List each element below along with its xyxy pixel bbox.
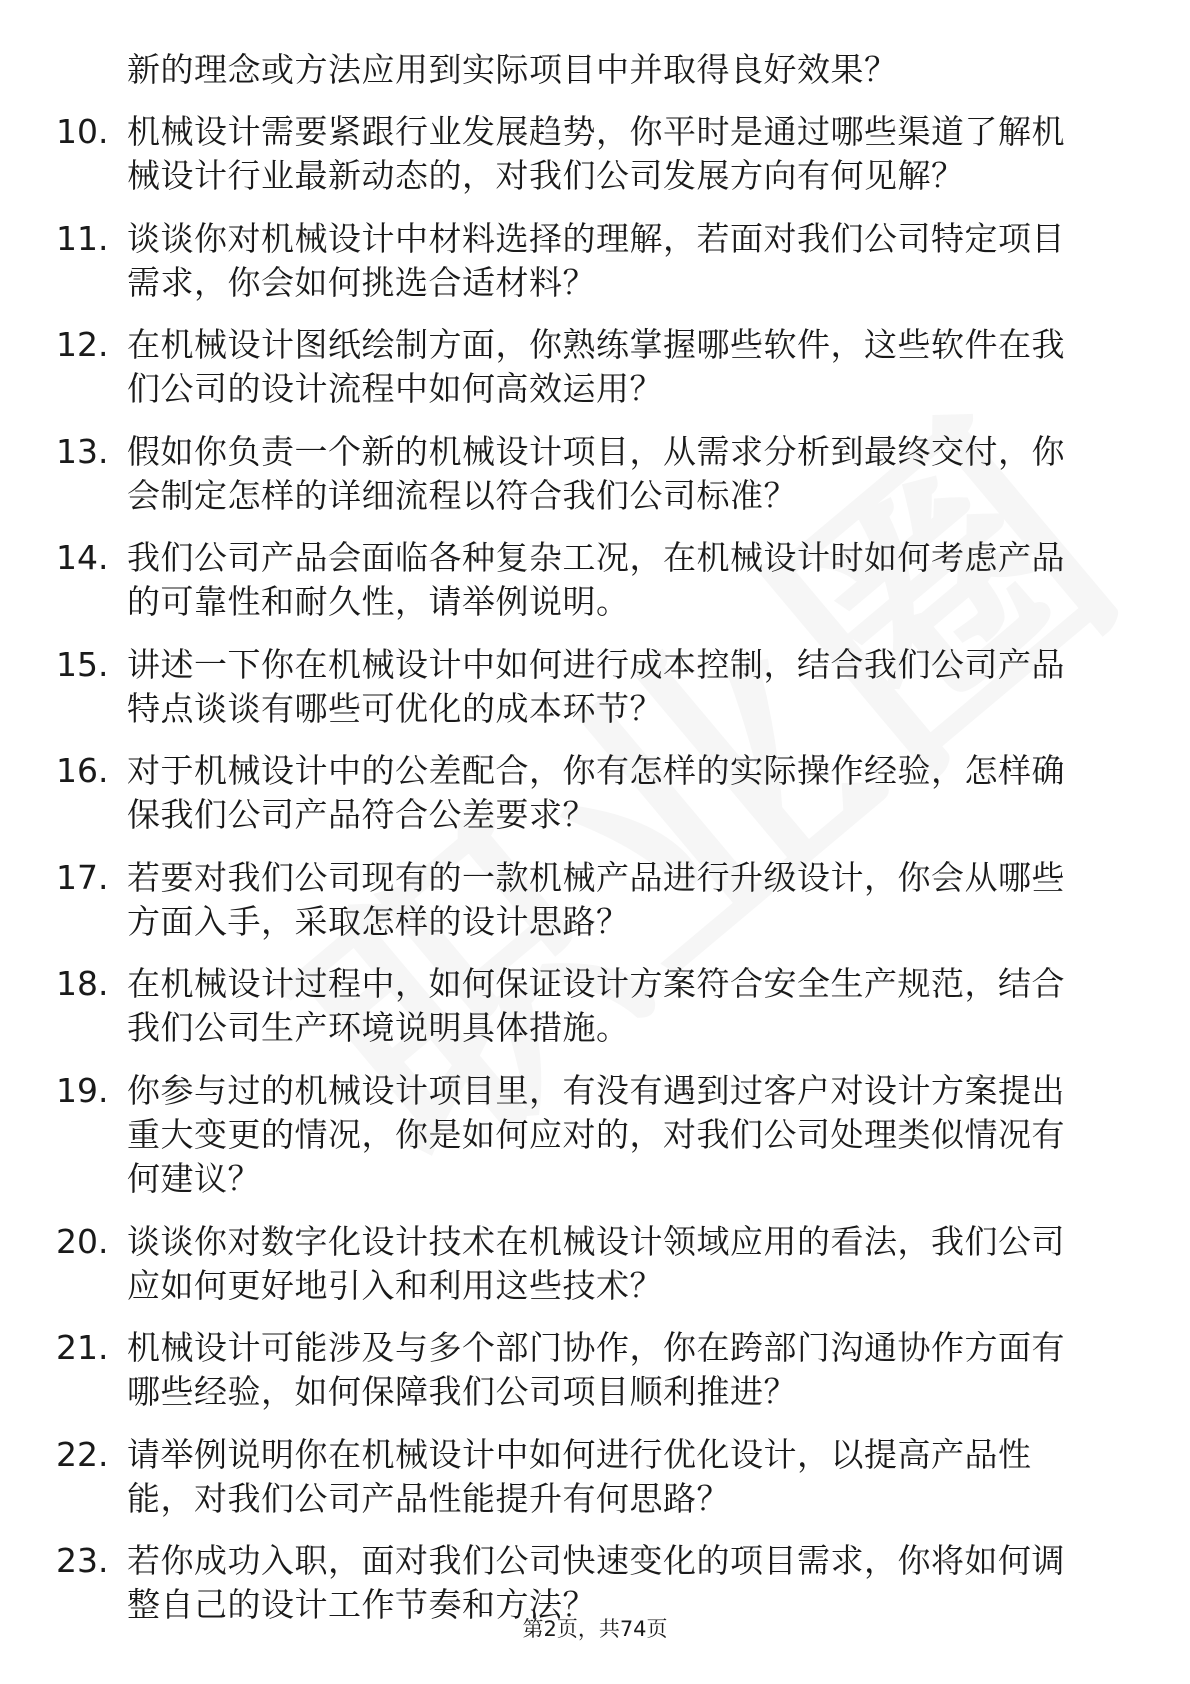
question-line: 讲述一下你在机械设计中如何进行成本控制，结合我们公司产品 xyxy=(127,645,1065,684)
question-line: 重大变更的情况，你是如何应对的，对我们公司处理类似情况有 xyxy=(127,1115,1065,1154)
question-line: 的可靠性和耐久性，请举例说明。 xyxy=(127,582,630,621)
question-line: 需求，你会如何挑选合适材料？ xyxy=(127,263,596,302)
question-line: 若你成功入职，面对我们公司快速变化的项目需求，你将如何调 xyxy=(127,1541,1065,1580)
question-line: 假如你负责一个新的机械设计项目，从需求分析到最终交付，你 xyxy=(127,432,1065,471)
question-number: 22. xyxy=(56,1435,109,1474)
question-line: 能，对我们公司产品性能提升有何思路？ xyxy=(127,1479,730,1518)
question-line: 们公司的设计流程中如何高效运用？ xyxy=(127,369,663,408)
question-line: 应如何更好地引入和利用这些技术？ xyxy=(127,1266,663,1305)
question-number: 17. xyxy=(56,858,109,897)
question-line: 我们公司生产环境说明具体措施。 xyxy=(127,1008,630,1047)
question-number: 21. xyxy=(56,1328,109,1367)
question-number: 16. xyxy=(56,751,109,790)
question-number: 15. xyxy=(56,645,109,684)
question-line: 对于机械设计中的公差配合，你有怎样的实际操作经验，怎样确 xyxy=(127,751,1065,790)
question-number: 11. xyxy=(56,219,109,258)
question-line: 你参与过的机械设计项目里，有没有遇到过客户对设计方案提出 xyxy=(127,1071,1065,1110)
question-number: 14. xyxy=(56,538,109,577)
question-line: 整自己的设计工作节奏和方法？ xyxy=(127,1585,596,1624)
question-number: 13. xyxy=(56,432,109,471)
question-line: 谈谈你对机械设计中材料选择的理解，若面对我们公司特定项目 xyxy=(127,219,1065,258)
question-line: 谈谈你对数字化设计技术在机械设计领域应用的看法，我们公司 xyxy=(127,1222,1065,1261)
question-number: 12. xyxy=(56,325,109,364)
question-number: 19. xyxy=(56,1071,109,1110)
question-line: 机械设计需要紧跟行业发展趋势，你平时是通过哪些渠道了解机 xyxy=(127,112,1065,151)
question-line: 请举例说明你在机械设计中如何进行优化设计，以提高产品性 xyxy=(127,1435,1032,1474)
question-line: 方面入手，采取怎样的设计思路？ xyxy=(127,902,630,941)
continuation-line: 新的理念或方法应用到实际项目中并取得良好效果？ xyxy=(127,50,898,89)
question-number: 20. xyxy=(56,1222,109,1261)
question-line: 在机械设计过程中，如何保证设计方案符合安全生产规范，结合 xyxy=(127,964,1065,1003)
question-line: 哪些经验，如何保障我们公司项目顺利推进？ xyxy=(127,1372,797,1411)
question-number: 23. xyxy=(56,1541,109,1580)
question-number: 18. xyxy=(56,964,109,1003)
question-line: 何建议？ xyxy=(127,1159,261,1198)
question-line: 特点谈谈有哪些可优化的成本环节？ xyxy=(127,689,663,728)
question-line: 械设计行业最新动态的，对我们公司发展方向有何见解？ xyxy=(127,156,965,195)
question-line: 会制定怎样的详细流程以符合我们公司标准？ xyxy=(127,476,797,515)
question-line: 我们公司产品会面临各种复杂工况，在机械设计时如何考虑产品 xyxy=(127,538,1065,577)
question-number: 10. xyxy=(56,112,109,151)
question-line: 在机械设计图纸绘制方面，你熟练掌握哪些软件，这些软件在我 xyxy=(127,325,1065,364)
question-line: 若要对我们公司现有的一款机械产品进行升级设计，你会从哪些 xyxy=(127,858,1065,897)
page-number-footer: 第2页，共74页 xyxy=(522,1617,668,1641)
question-line: 保我们公司产品符合公差要求？ xyxy=(127,795,596,834)
question-line: 机械设计可能涉及与多个部门协作，你在跨部门沟通协作方面有 xyxy=(127,1328,1065,1367)
